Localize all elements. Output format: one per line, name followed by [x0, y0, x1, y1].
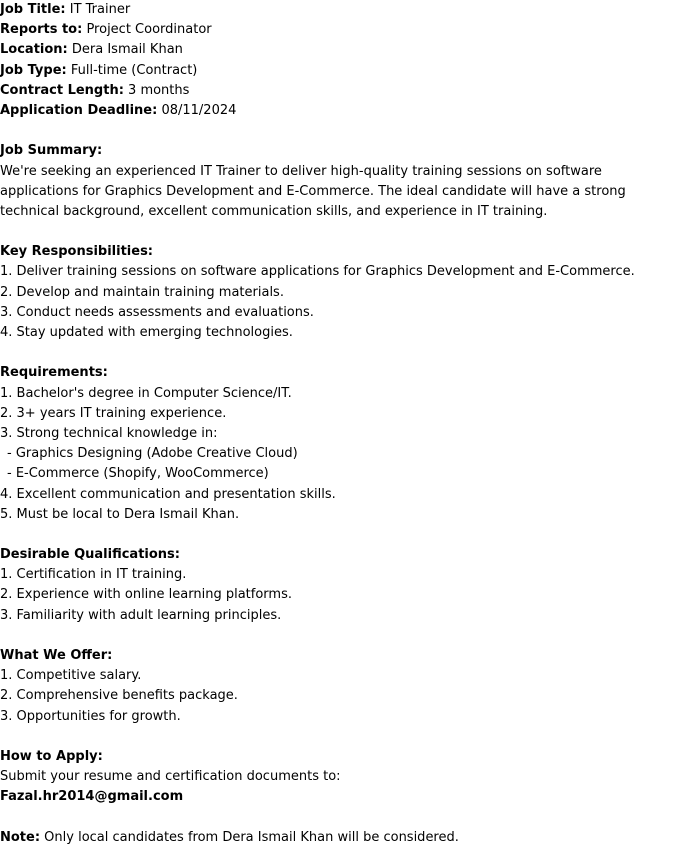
desirable-item: 1. Certification in IT training. [0, 567, 187, 583]
spacer [0, 121, 693, 141]
reports-to-row [0, 20, 693, 40]
summary-heading: Job Summary: [0, 143, 103, 159]
offer-item: 3. Opportunities for growth. [0, 708, 181, 724]
responsibilities-heading: Key Responsibilities: [0, 244, 154, 260]
job-type-label: Job Type: [0, 62, 67, 78]
note-row [0, 828, 693, 848]
contract-length-value: 3 months [123, 82, 190, 98]
requirement-item: 3. Strong technical knowledge in: [0, 425, 218, 441]
note-text: Only local candidates from Dera Ismail Khan will be considered. [40, 829, 459, 845]
location-label: Location: [0, 42, 68, 58]
location-row [0, 40, 693, 60]
reports-to-value: Project Coordinator [82, 22, 212, 38]
responsibility-item: 2. Develop and maintain training materials. [0, 284, 284, 300]
requirements-heading: Requirements: [0, 365, 108, 381]
job-title-label: Job Title: [0, 2, 66, 17]
spacer [0, 626, 693, 646]
job-title-row [0, 0, 693, 20]
desirable-item: 3. Familiarity with adult learning principles. [0, 607, 282, 623]
job-title-value: IT Trainer [65, 2, 131, 17]
job-type-value: Full-time (Contract) [66, 62, 198, 78]
deadline-row [0, 101, 693, 121]
responsibility-item: 1. Deliver training sessions on software applications for Graphics Development and E-Commerce. [0, 264, 635, 280]
requirement-item: 4. Excellent communication and presentation skills. [0, 486, 336, 502]
requirement-item: 1. Bachelor's degree in Computer Science/IT. [0, 385, 292, 401]
responsibility-item: 4. Stay updated with emerging technologies. [0, 325, 293, 340]
desirable-item: 2. Experience with online learning platforms. [0, 587, 292, 603]
summary-line: applications for Graphics Development and E-Commerce. The ideal candidate will have a strong [0, 183, 626, 199]
offer-item: 1. Competitive salary. [0, 668, 142, 684]
desirable-heading: Desirable Qualifications: [0, 547, 180, 563]
spacer [0, 343, 693, 363]
apply-heading: How to Apply: [0, 748, 103, 764]
reports-to-label: Reports to: [0, 22, 83, 38]
deadline-value: 08/11/2024 [157, 102, 237, 118]
deadline-label: Application Deadline: [0, 102, 158, 118]
requirement-subitem: - Graphics Designing (Adobe Creative Cloud) [7, 446, 298, 462]
job-type-row [0, 61, 693, 81]
location-value: Dera Ismail Khan [67, 42, 183, 58]
requirement-item: 5. Must be local to Dera Ismail Khan. [0, 506, 240, 522]
offer-heading: What We Offer: [0, 648, 113, 663]
spacer [0, 808, 693, 828]
summary-line: technical background, excellent communication skills, and experience in IT training. [0, 203, 548, 219]
requirement-subitem: - E-Commerce (Shopify, WooCommerce) [7, 466, 269, 482]
contract-length-label: Contract Length: [0, 82, 124, 98]
responsibility-item: 3. Conduct needs assessments and evaluations. [0, 304, 314, 320]
note-label: Note: [0, 829, 41, 845]
apply-email: Fazal.hr2014@gmail.com [0, 789, 184, 805]
spacer [0, 727, 693, 747]
contract-length-row [0, 81, 693, 101]
spacer [0, 222, 693, 242]
requirement-item: 2. 3+ years IT training experience. [0, 405, 227, 421]
apply-instruction: Submit your resume and certification documents to: [0, 769, 341, 785]
spacer [0, 525, 693, 545]
offer-item: 2. Comprehensive benefits package. [0, 688, 238, 704]
summary-line: We're seeking an experienced IT Trainer to deliver high-quality training sessions on software [0, 163, 602, 179]
